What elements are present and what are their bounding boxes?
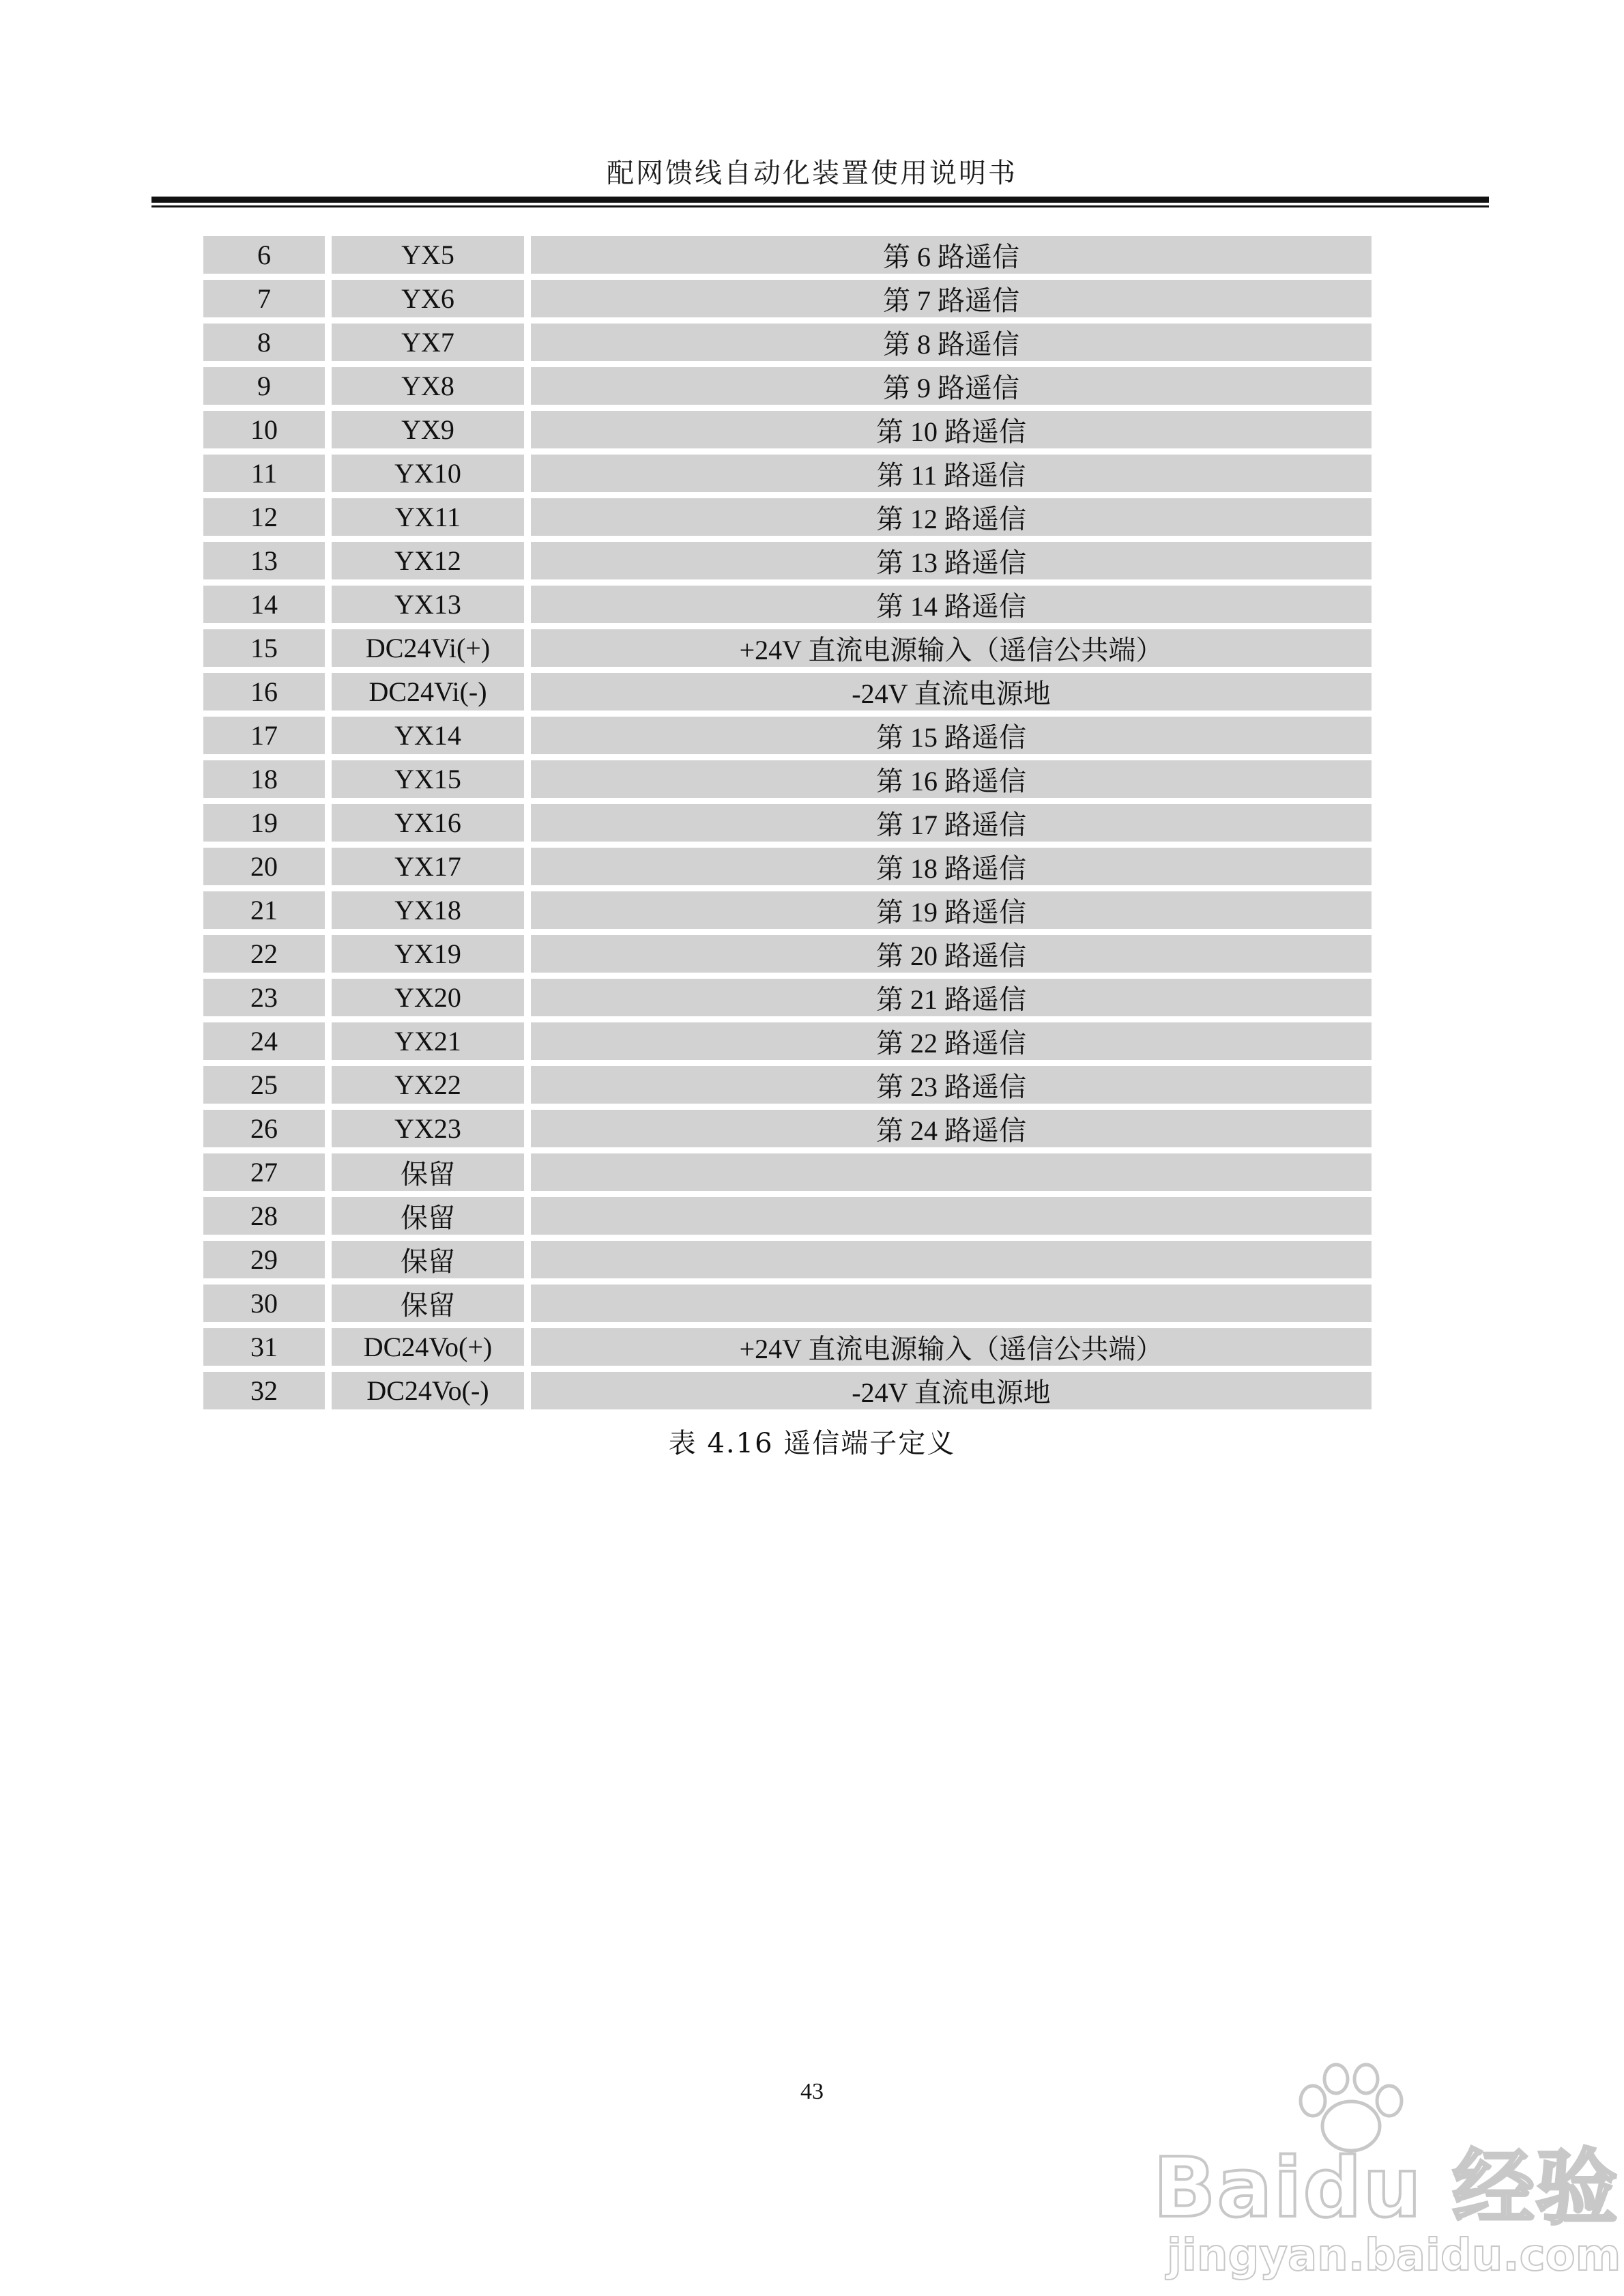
table-row (203, 1066, 1372, 1110)
page-number: 43 (800, 2079, 824, 2104)
signal-name-cell: YX7 (332, 324, 524, 361)
signal-name-cell: YX5 (332, 236, 524, 274)
terminal-number-cell: 32 (203, 1372, 325, 1409)
signal-name-cell: DC24Vo(+) (332, 1328, 524, 1366)
table-row (203, 324, 1372, 367)
description-cell: 第 24 路遥信 (531, 1110, 1372, 1147)
table-row (203, 1372, 1372, 1416)
description-cell: 第 16 路遥信 (531, 760, 1372, 798)
table-caption: 表 4.16 遥信端子定义 (668, 1428, 956, 1459)
table-row (203, 236, 1372, 280)
table-row (203, 1197, 1372, 1241)
signal-name-cell: 保留 (332, 1153, 524, 1191)
table-row (203, 542, 1372, 586)
description-cell: 第 9 路遥信 (531, 367, 1372, 405)
signal-name-cell: YX19 (332, 935, 524, 973)
terminal-definition-table (203, 236, 1372, 1416)
header-rule-thick-line (151, 197, 1489, 203)
signal-name-cell: DC24Vi(+) (332, 629, 524, 667)
description-cell: 第 6 路遥信 (531, 236, 1372, 274)
signal-name-cell: DC24Vi(-) (332, 673, 524, 711)
description-cell: 第 14 路遥信 (531, 586, 1372, 623)
table-row (203, 367, 1372, 411)
terminal-number-cell: 12 (203, 498, 325, 536)
terminal-number-cell: 10 (203, 411, 325, 448)
terminal-number-cell: 18 (203, 760, 325, 798)
table-row (203, 1241, 1372, 1285)
signal-name-cell: YX22 (332, 1066, 524, 1104)
signal-name-cell: YX11 (332, 498, 524, 536)
description-cell: 第 10 路遥信 (531, 411, 1372, 448)
table-row (203, 1022, 1372, 1066)
description-cell: +24V 直流电源输入（遥信公共端） (531, 1328, 1372, 1366)
terminal-number-cell: 6 (203, 236, 325, 274)
signal-name-cell: YX20 (332, 979, 524, 1016)
terminal-number-cell: 17 (203, 717, 325, 754)
table-row (203, 673, 1372, 717)
signal-name-cell: YX23 (332, 1110, 524, 1147)
signal-name-cell: YX18 (332, 891, 524, 929)
terminal-number-cell: 23 (203, 979, 325, 1016)
description-cell (531, 1241, 1372, 1278)
signal-name-cell: YX15 (332, 760, 524, 798)
watermark-url: jingyan.baidu.com (1167, 2230, 1621, 2281)
description-cell: 第 13 路遥信 (531, 542, 1372, 579)
description-cell: -24V 直流电源地 (531, 673, 1372, 711)
table-row (203, 280, 1372, 324)
terminal-number-cell: 24 (203, 1022, 325, 1060)
terminal-number-cell: 26 (203, 1110, 325, 1147)
table-row (203, 760, 1372, 804)
description-cell: 第 22 路遥信 (531, 1022, 1372, 1060)
signal-name-cell: YX12 (332, 542, 524, 579)
terminal-number-cell: 31 (203, 1328, 325, 1366)
description-cell (531, 1153, 1372, 1191)
description-cell (531, 1285, 1372, 1322)
signal-name-cell: YX13 (332, 586, 524, 623)
terminal-number-cell: 13 (203, 542, 325, 579)
terminal-number-cell: 28 (203, 1197, 325, 1235)
description-cell: 第 8 路遥信 (531, 324, 1372, 361)
description-cell: 第 23 路遥信 (531, 1066, 1372, 1104)
signal-name-cell: YX9 (332, 411, 524, 448)
table-row (203, 1285, 1372, 1328)
description-cell: 第 19 路遥信 (531, 891, 1372, 929)
terminal-number-cell: 21 (203, 891, 325, 929)
terminal-number-cell: 19 (203, 804, 325, 842)
table-row (203, 411, 1372, 455)
table-row (203, 979, 1372, 1022)
signal-name-cell: YX17 (332, 848, 524, 885)
terminal-number-cell: 22 (203, 935, 325, 973)
description-cell: 第 15 路遥信 (531, 717, 1372, 754)
signal-name-cell: YX16 (332, 804, 524, 842)
table-row (203, 629, 1372, 673)
terminal-number-cell: 20 (203, 848, 325, 885)
document-header-title: 配网馈线自动化装置使用说明书 (607, 158, 1017, 189)
signal-name-cell: YX14 (332, 717, 524, 754)
terminal-number-cell: 16 (203, 673, 325, 711)
description-cell: 第 11 路遥信 (531, 455, 1372, 492)
description-cell: 第 12 路遥信 (531, 498, 1372, 536)
terminal-number-cell: 27 (203, 1153, 325, 1191)
description-cell: +24V 直流电源输入（遥信公共端） (531, 629, 1372, 667)
table-row (203, 1153, 1372, 1197)
header-rule-thin-line (151, 205, 1489, 207)
terminal-number-cell: 8 (203, 324, 325, 361)
terminal-number-cell: 14 (203, 586, 325, 623)
baidu-jingyan-watermark (1153, 2061, 1621, 2281)
terminal-number-cell: 29 (203, 1241, 325, 1278)
signal-name-cell: YX8 (332, 367, 524, 405)
table-row (203, 891, 1372, 935)
terminal-number-cell: 7 (203, 280, 325, 317)
signal-name-cell: 保留 (332, 1197, 524, 1235)
signal-name-cell: YX21 (332, 1022, 524, 1060)
table-row (203, 1110, 1372, 1153)
signal-name-cell: YX10 (332, 455, 524, 492)
signal-name-cell: YX6 (332, 280, 524, 317)
description-cell: 第 17 路遥信 (531, 804, 1372, 842)
table-row (203, 1328, 1372, 1372)
header-rule (151, 197, 1489, 207)
signal-name-cell: 保留 (332, 1241, 524, 1278)
table-row (203, 804, 1372, 848)
description-cell: 第 20 路遥信 (531, 935, 1372, 973)
watermark-logo-text: Baidu 经验 (1153, 2141, 1619, 2236)
terminal-number-cell: 25 (203, 1066, 325, 1104)
terminal-number-cell: 9 (203, 367, 325, 405)
signal-name-cell: DC24Vo(-) (332, 1372, 524, 1409)
table-row (203, 717, 1372, 760)
table-row (203, 455, 1372, 498)
description-cell: 第 7 路遥信 (531, 280, 1372, 317)
description-cell: -24V 直流电源地 (531, 1372, 1372, 1409)
table-row (203, 498, 1372, 542)
description-cell: 第 18 路遥信 (531, 848, 1372, 885)
table-row (203, 586, 1372, 629)
description-cell (531, 1197, 1372, 1235)
table-row (203, 848, 1372, 891)
description-cell: 第 21 路遥信 (531, 979, 1372, 1016)
terminal-number-cell: 15 (203, 629, 325, 667)
terminal-number-cell: 30 (203, 1285, 325, 1322)
signal-name-cell: 保留 (332, 1285, 524, 1322)
terminal-number-cell: 11 (203, 455, 325, 492)
table-row (203, 935, 1372, 979)
